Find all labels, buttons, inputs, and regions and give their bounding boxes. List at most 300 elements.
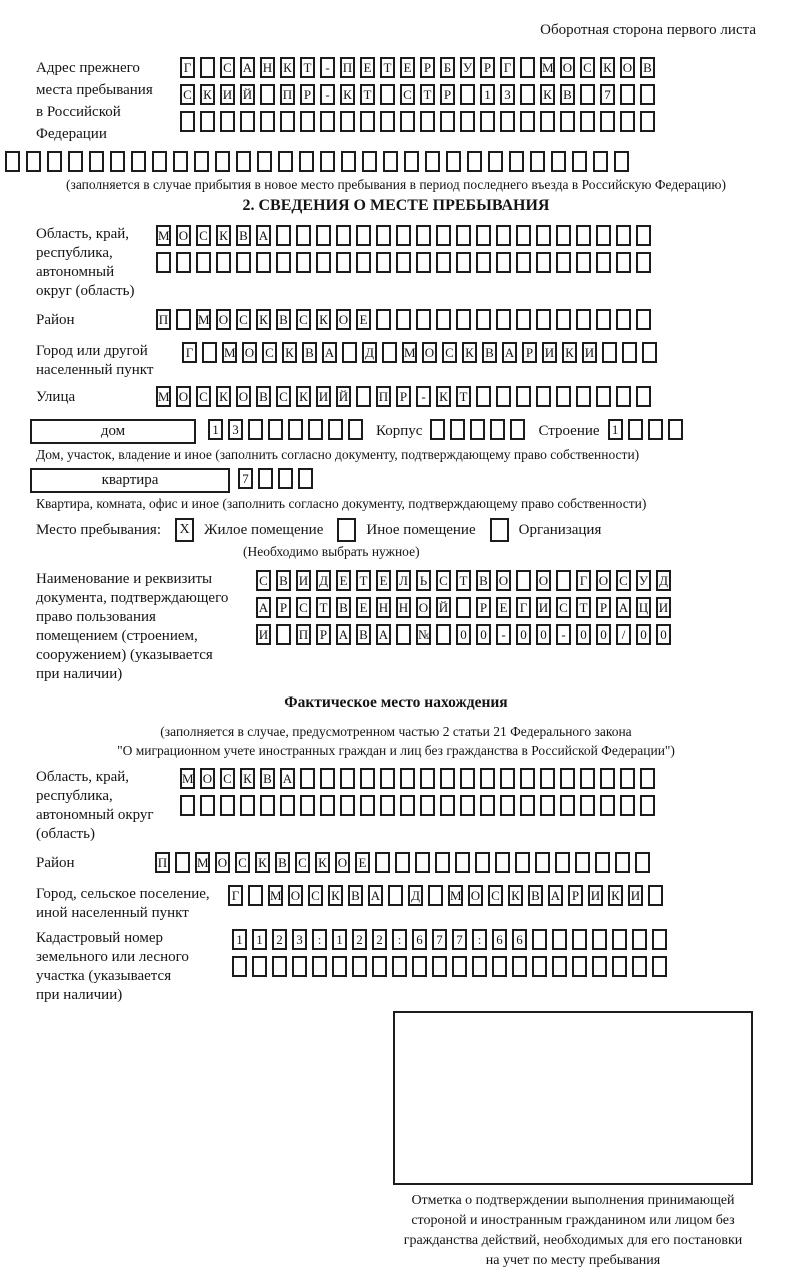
char-cell[interactable]: К (600, 57, 615, 78)
char-cell[interactable] (516, 386, 531, 407)
char-cell[interactable] (592, 956, 607, 977)
char-cell[interactable] (341, 151, 356, 172)
char-cell[interactable]: М (195, 852, 210, 873)
char-cell[interactable]: К (462, 342, 477, 363)
char-cell[interactable]: 0 (536, 624, 551, 645)
char-cell[interactable] (332, 956, 347, 977)
actual-city-row[interactable] (228, 885, 668, 906)
char-cell[interactable]: К (280, 57, 295, 78)
char-cell[interactable]: Ц (636, 597, 651, 618)
char-cell[interactable] (131, 151, 146, 172)
char-cell[interactable]: К (282, 342, 297, 363)
char-cell[interactable] (180, 111, 195, 132)
char-cell[interactable] (352, 956, 367, 977)
char-cell[interactable]: В (276, 570, 291, 591)
char-cell[interactable] (576, 309, 591, 330)
char-cell[interactable] (516, 309, 531, 330)
char-cell[interactable]: : (472, 929, 487, 950)
char-cell[interactable] (520, 768, 535, 789)
char-cell[interactable] (576, 252, 591, 273)
char-cell[interactable] (383, 151, 398, 172)
char-cell[interactable] (360, 795, 375, 816)
char-cell[interactable]: Г (576, 570, 591, 591)
char-cell[interactable]: О (422, 342, 437, 363)
char-cell[interactable] (460, 84, 475, 105)
char-cell[interactable] (300, 111, 315, 132)
char-cell[interactable] (440, 768, 455, 789)
char-cell[interactable] (382, 342, 397, 363)
char-cell[interactable] (456, 597, 471, 618)
char-cell[interactable] (436, 309, 451, 330)
char-cell[interactable]: 0 (516, 624, 531, 645)
char-cell[interactable]: Р (420, 57, 435, 78)
char-cell[interactable]: 2 (372, 929, 387, 950)
actual-region-row-1[interactable] (180, 768, 756, 789)
char-cell[interactable] (652, 956, 667, 977)
char-cell[interactable]: К (315, 852, 330, 873)
char-cell[interactable] (436, 225, 451, 246)
char-cell[interactable] (340, 795, 355, 816)
char-cell[interactable] (260, 84, 275, 105)
char-cell[interactable]: Е (356, 597, 371, 618)
char-cell[interactable]: И (220, 84, 235, 105)
actual-district-row[interactable] (155, 852, 655, 873)
char-cell[interactable]: И (588, 885, 603, 906)
char-cell[interactable] (540, 111, 555, 132)
char-cell[interactable] (215, 151, 230, 172)
char-cell[interactable]: С (442, 342, 457, 363)
char-cell[interactable] (202, 342, 217, 363)
document-row-1[interactable] (256, 570, 756, 591)
char-cell[interactable]: 6 (492, 929, 507, 950)
char-cell[interactable] (396, 309, 411, 330)
prev-address-row-2[interactable] (180, 84, 756, 105)
char-cell[interactable] (300, 768, 315, 789)
char-cell[interactable] (5, 151, 20, 172)
char-cell[interactable] (276, 225, 291, 246)
char-cell[interactable] (420, 768, 435, 789)
char-cell[interactable] (156, 252, 171, 273)
char-cell[interactable] (296, 252, 311, 273)
char-cell[interactable] (176, 252, 191, 273)
char-cell[interactable] (336, 225, 351, 246)
char-cell[interactable] (620, 795, 635, 816)
char-cell[interactable] (320, 768, 335, 789)
char-cell[interactable]: 7 (238, 468, 253, 489)
char-cell[interactable]: С (295, 852, 310, 873)
char-cell[interactable] (47, 151, 62, 172)
char-cell[interactable] (648, 419, 663, 440)
char-cell[interactable]: М (448, 885, 463, 906)
char-cell[interactable] (556, 309, 571, 330)
char-cell[interactable]: С (580, 57, 595, 78)
char-cell[interactable]: С (488, 885, 503, 906)
char-cell[interactable]: Т (360, 84, 375, 105)
document-row-3[interactable] (256, 624, 756, 645)
char-cell[interactable]: К (436, 386, 451, 407)
char-cell[interactable]: : (312, 929, 327, 950)
stroenie-row[interactable] (608, 419, 688, 440)
char-cell[interactable]: К (508, 885, 523, 906)
char-cell[interactable]: С (308, 885, 323, 906)
char-cell[interactable] (620, 84, 635, 105)
char-cell[interactable]: Р (568, 885, 583, 906)
char-cell[interactable] (596, 225, 611, 246)
char-cell[interactable] (560, 111, 575, 132)
char-cell[interactable]: Г (182, 342, 197, 363)
char-cell[interactable]: О (596, 570, 611, 591)
char-cell[interactable]: Т (300, 57, 315, 78)
char-cell[interactable]: Т (456, 386, 471, 407)
char-cell[interactable]: И (256, 624, 271, 645)
char-cell[interactable]: О (288, 885, 303, 906)
prev-address-row-4[interactable] (5, 151, 756, 172)
char-cell[interactable]: П (156, 309, 171, 330)
char-cell[interactable] (435, 852, 450, 873)
char-cell[interactable]: 0 (596, 624, 611, 645)
char-cell[interactable] (450, 419, 465, 440)
char-cell[interactable] (509, 151, 524, 172)
char-cell[interactable]: И (656, 597, 671, 618)
char-cell[interactable]: В (348, 885, 363, 906)
char-cell[interactable] (320, 111, 335, 132)
char-cell[interactable] (348, 419, 363, 440)
char-cell[interactable]: Р (596, 597, 611, 618)
char-cell[interactable]: О (200, 768, 215, 789)
char-cell[interactable] (470, 419, 485, 440)
char-cell[interactable] (480, 768, 495, 789)
char-cell[interactable] (536, 309, 551, 330)
char-cell[interactable]: О (335, 852, 350, 873)
char-cell[interactable]: С (196, 225, 211, 246)
char-cell[interactable] (400, 111, 415, 132)
char-cell[interactable] (540, 795, 555, 816)
char-cell[interactable]: С (436, 570, 451, 591)
char-cell[interactable] (376, 252, 391, 273)
char-cell[interactable] (536, 225, 551, 246)
checkbox-other-premises[interactable] (337, 518, 356, 542)
char-cell[interactable] (540, 768, 555, 789)
char-cell[interactable] (376, 309, 391, 330)
char-cell[interactable] (362, 151, 377, 172)
char-cell[interactable] (632, 929, 647, 950)
char-cell[interactable]: - (496, 624, 511, 645)
char-cell[interactable] (496, 225, 511, 246)
char-cell[interactable]: С (256, 570, 271, 591)
char-cell[interactable] (460, 111, 475, 132)
char-cell[interactable] (572, 151, 587, 172)
char-cell[interactable] (26, 151, 41, 172)
char-cell[interactable]: 7 (432, 929, 447, 950)
char-cell[interactable] (456, 309, 471, 330)
char-cell[interactable]: Г (516, 597, 531, 618)
char-cell[interactable]: А (368, 885, 383, 906)
char-cell[interactable]: А (256, 597, 271, 618)
char-cell[interactable]: М (196, 309, 211, 330)
char-cell[interactable] (496, 386, 511, 407)
char-cell[interactable]: Т (456, 570, 471, 591)
char-cell[interactable]: Д (656, 570, 671, 591)
char-cell[interactable] (552, 956, 567, 977)
char-cell[interactable] (460, 768, 475, 789)
char-cell[interactable] (296, 225, 311, 246)
char-cell[interactable] (560, 795, 575, 816)
char-cell[interactable] (572, 929, 587, 950)
char-cell[interactable]: Н (396, 597, 411, 618)
char-cell[interactable] (404, 151, 419, 172)
char-cell[interactable] (236, 151, 251, 172)
char-cell[interactable] (636, 225, 651, 246)
char-cell[interactable] (372, 956, 387, 977)
char-cell[interactable] (356, 386, 371, 407)
char-cell[interactable] (576, 225, 591, 246)
char-cell[interactable] (320, 795, 335, 816)
char-cell[interactable]: Г (180, 57, 195, 78)
char-cell[interactable] (580, 795, 595, 816)
char-cell[interactable]: М (222, 342, 237, 363)
char-cell[interactable] (636, 309, 651, 330)
char-cell[interactable] (380, 84, 395, 105)
char-cell[interactable]: К (216, 225, 231, 246)
char-cell[interactable]: Й (240, 84, 255, 105)
char-cell[interactable] (640, 795, 655, 816)
char-cell[interactable] (616, 309, 631, 330)
char-cell[interactable] (396, 225, 411, 246)
char-cell[interactable] (110, 151, 125, 172)
city-row[interactable] (182, 342, 662, 363)
char-cell[interactable] (416, 225, 431, 246)
char-cell[interactable]: О (416, 597, 431, 618)
char-cell[interactable]: № (416, 624, 431, 645)
char-cell[interactable] (446, 151, 461, 172)
char-cell[interactable] (260, 111, 275, 132)
char-cell[interactable]: Е (360, 57, 375, 78)
char-cell[interactable] (257, 151, 272, 172)
char-cell[interactable] (356, 252, 371, 273)
char-cell[interactable] (636, 252, 651, 273)
char-cell[interactable] (288, 419, 303, 440)
char-cell[interactable] (480, 795, 495, 816)
char-cell[interactable]: Е (496, 597, 511, 618)
char-cell[interactable] (572, 956, 587, 977)
char-cell[interactable]: 1 (332, 929, 347, 950)
char-cell[interactable] (600, 795, 615, 816)
char-cell[interactable]: - (320, 57, 335, 78)
char-cell[interactable] (640, 84, 655, 105)
char-cell[interactable]: Р (522, 342, 537, 363)
char-cell[interactable]: Т (380, 57, 395, 78)
char-cell[interactable] (316, 225, 331, 246)
char-cell[interactable] (496, 252, 511, 273)
char-cell[interactable]: 1 (232, 929, 247, 950)
char-cell[interactable] (380, 768, 395, 789)
char-cell[interactable]: С (616, 570, 631, 591)
char-cell[interactable]: К (562, 342, 577, 363)
char-cell[interactable] (600, 111, 615, 132)
char-cell[interactable] (595, 852, 610, 873)
char-cell[interactable] (460, 795, 475, 816)
apartment-number-row[interactable] (238, 468, 318, 489)
char-cell[interactable] (420, 795, 435, 816)
char-cell[interactable] (552, 929, 567, 950)
char-cell[interactable] (268, 419, 283, 440)
char-cell[interactable]: С (296, 597, 311, 618)
char-cell[interactable]: Ь (416, 570, 431, 591)
char-cell[interactable] (575, 852, 590, 873)
char-cell[interactable] (500, 768, 515, 789)
char-cell[interactable]: Р (316, 624, 331, 645)
char-cell[interactable]: С (276, 386, 291, 407)
char-cell[interactable]: В (276, 309, 291, 330)
char-cell[interactable] (488, 151, 503, 172)
char-cell[interactable] (68, 151, 83, 172)
char-cell[interactable]: М (540, 57, 555, 78)
char-cell[interactable] (292, 956, 307, 977)
char-cell[interactable] (616, 225, 631, 246)
char-cell[interactable]: И (628, 885, 643, 906)
actual-region-row-2[interactable] (180, 795, 756, 816)
char-cell[interactable] (452, 956, 467, 977)
char-cell[interactable]: К (240, 768, 255, 789)
char-cell[interactable]: О (536, 570, 551, 591)
char-cell[interactable]: А (376, 624, 391, 645)
char-cell[interactable] (180, 795, 195, 816)
char-cell[interactable] (600, 768, 615, 789)
char-cell[interactable] (532, 929, 547, 950)
char-cell[interactable] (248, 419, 263, 440)
char-cell[interactable]: 6 (512, 929, 527, 950)
char-cell[interactable] (616, 252, 631, 273)
char-cell[interactable] (620, 768, 635, 789)
char-cell[interactable]: - (416, 386, 431, 407)
char-cell[interactable] (536, 386, 551, 407)
char-cell[interactable] (360, 768, 375, 789)
char-cell[interactable] (472, 956, 487, 977)
char-cell[interactable]: Й (436, 597, 451, 618)
char-cell[interactable] (395, 852, 410, 873)
char-cell[interactable]: 6 (412, 929, 427, 950)
char-cell[interactable] (455, 852, 470, 873)
char-cell[interactable] (492, 956, 507, 977)
char-cell[interactable] (510, 419, 525, 440)
char-cell[interactable] (556, 570, 571, 591)
char-cell[interactable] (196, 252, 211, 273)
char-cell[interactable] (560, 768, 575, 789)
char-cell[interactable] (490, 419, 505, 440)
char-cell[interactable] (420, 111, 435, 132)
char-cell[interactable]: 7 (452, 929, 467, 950)
char-cell[interactable] (652, 929, 667, 950)
char-cell[interactable] (360, 111, 375, 132)
char-cell[interactable] (467, 151, 482, 172)
char-cell[interactable]: П (155, 852, 170, 873)
char-cell[interactable]: С (235, 852, 250, 873)
district-row[interactable] (156, 309, 656, 330)
char-cell[interactable] (173, 151, 188, 172)
char-cell[interactable]: К (216, 386, 231, 407)
char-cell[interactable] (632, 956, 647, 977)
char-cell[interactable] (416, 309, 431, 330)
char-cell[interactable] (400, 768, 415, 789)
char-cell[interactable]: Р (300, 84, 315, 105)
char-cell[interactable] (298, 468, 313, 489)
char-cell[interactable] (308, 419, 323, 440)
char-cell[interactable]: О (620, 57, 635, 78)
char-cell[interactable]: В (560, 84, 575, 105)
char-cell[interactable]: С (196, 386, 211, 407)
house-number-row[interactable] (208, 419, 368, 440)
char-cell[interactable]: Р (440, 84, 455, 105)
char-cell[interactable] (622, 342, 637, 363)
char-cell[interactable] (316, 252, 331, 273)
char-cell[interactable] (200, 111, 215, 132)
char-cell[interactable] (428, 885, 443, 906)
char-cell[interactable]: В (476, 570, 491, 591)
char-cell[interactable]: В (482, 342, 497, 363)
char-cell[interactable] (516, 570, 531, 591)
char-cell[interactable] (320, 151, 335, 172)
char-cell[interactable]: И (296, 570, 311, 591)
char-cell[interactable]: Д (408, 885, 423, 906)
char-cell[interactable]: О (176, 225, 191, 246)
char-cell[interactable] (628, 419, 643, 440)
char-cell[interactable]: / (616, 624, 631, 645)
region-row-2[interactable] (156, 252, 756, 273)
char-cell[interactable] (635, 852, 650, 873)
char-cell[interactable] (615, 852, 630, 873)
char-cell[interactable] (200, 795, 215, 816)
char-cell[interactable] (276, 252, 291, 273)
char-cell[interactable]: А (280, 768, 295, 789)
char-cell[interactable] (520, 84, 535, 105)
char-cell[interactable]: К (328, 885, 343, 906)
char-cell[interactable]: 0 (456, 624, 471, 645)
char-cell[interactable] (272, 956, 287, 977)
char-cell[interactable] (388, 885, 403, 906)
char-cell[interactable] (276, 624, 291, 645)
char-cell[interactable] (248, 885, 263, 906)
char-cell[interactable] (551, 151, 566, 172)
char-cell[interactable]: Т (356, 570, 371, 591)
char-cell[interactable] (512, 956, 527, 977)
street-row[interactable] (156, 386, 656, 407)
char-cell[interactable]: 2 (272, 929, 287, 950)
char-cell[interactable] (436, 624, 451, 645)
char-cell[interactable] (500, 111, 515, 132)
char-cell[interactable] (536, 252, 551, 273)
char-cell[interactable]: Т (576, 597, 591, 618)
char-cell[interactable] (580, 111, 595, 132)
char-cell[interactable]: 1 (608, 419, 623, 440)
char-cell[interactable]: А (502, 342, 517, 363)
char-cell[interactable]: О (242, 342, 257, 363)
char-cell[interactable] (580, 84, 595, 105)
char-cell[interactable]: И (536, 597, 551, 618)
char-cell[interactable]: С (236, 309, 251, 330)
char-cell[interactable]: В (275, 852, 290, 873)
char-cell[interactable] (396, 624, 411, 645)
char-cell[interactable]: В (256, 386, 271, 407)
char-cell[interactable] (278, 468, 293, 489)
char-cell[interactable] (596, 309, 611, 330)
char-cell[interactable]: К (296, 386, 311, 407)
char-cell[interactable]: Р (276, 597, 291, 618)
char-cell[interactable] (476, 225, 491, 246)
char-cell[interactable] (300, 795, 315, 816)
char-cell[interactable] (176, 309, 191, 330)
char-cell[interactable] (440, 111, 455, 132)
char-cell[interactable]: А (336, 624, 351, 645)
